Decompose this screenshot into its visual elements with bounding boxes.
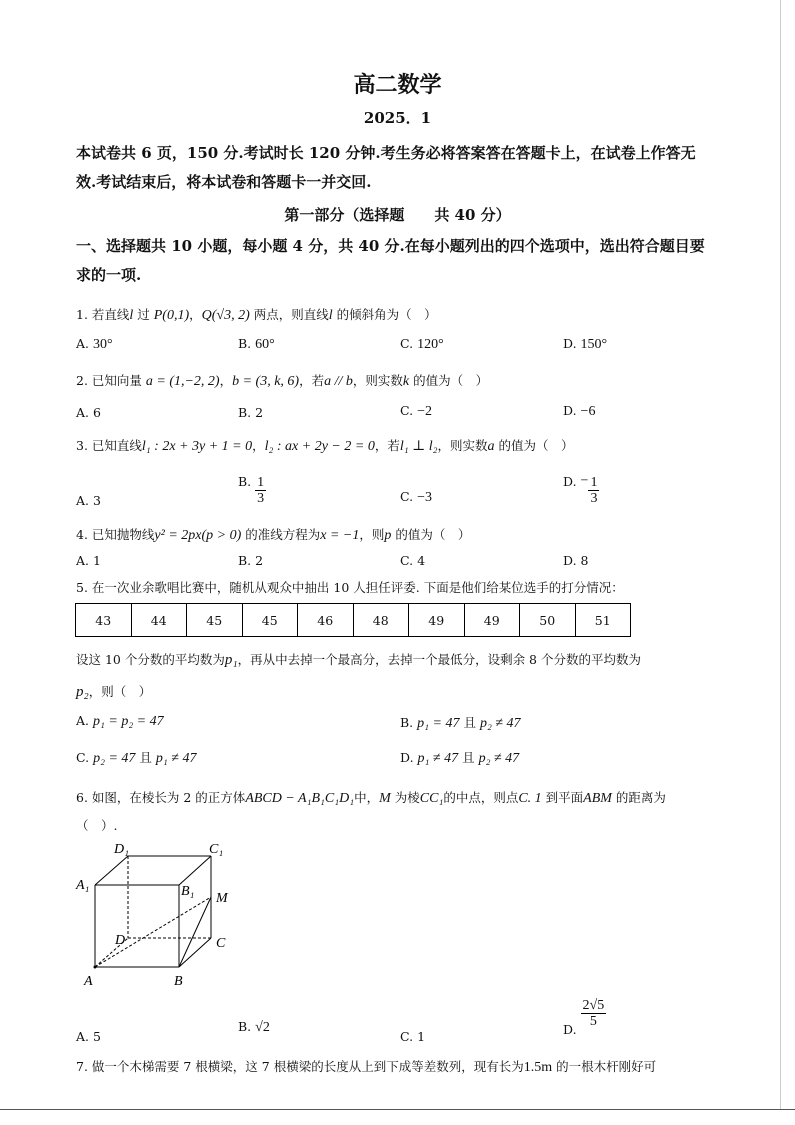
question-4-stem: 4. 已知抛物线y² = 2px(p > 0) 的准线方程为x = −1，则p 的值为（ ） [76,527,471,543]
score-cell: 45 [242,604,298,637]
page-right-border [780,0,781,1109]
question-1-stem: 1. 若直线l 过 P(0,1)，Q(√3, 2) 两点，则直线l 的倾斜角为（ ） [76,307,437,323]
q5-option-d: D. p₁ ≠ 47 且 p₂ ≠ 47 [400,750,520,766]
q4-option-d: D. 8 [563,553,589,568]
question-7-stem: 7. 做一个木梯需要 7 根横梁，这 7 根横梁的长度从上到下成等差数列，现有长为1.5m 的一根木杆刚好可 [76,1059,657,1075]
scores-row [76,604,631,637]
score-cell: 45 [187,604,243,637]
q6-option-a: A. 5 [76,1029,101,1044]
label-c: C [216,936,226,951]
q3-option-d: D. − $\frac{1}{3}$ [563,473,598,506]
label-m: M [216,891,228,906]
question-3-stem: 3. 已知直线l₁ : 2x + 3y + 1 = 0，l₂ : ax + 2y − 2 = 0，若l₁ ⊥ l₂，则实数a 的值为（ ） [76,438,574,454]
score-cell: 44 [131,604,187,637]
label-b1: B₁ [181,884,195,899]
edge-b-c [179,938,211,967]
q1-option-b: B. 60° [238,336,275,352]
edge-a1-d1 [95,856,128,885]
score-cell: 49 [464,604,520,637]
q2-option-b: B. 2 [238,405,264,420]
q3-option-b: B. $\frac{1}{3}$ [238,474,265,506]
segment-b-m [179,897,211,967]
q2-option-d: D. −6 [563,403,596,419]
q6-option-b: B. √2 [238,1019,270,1035]
q1-option-a: A. 30° [76,336,113,352]
exam-date: 2025．1 [363,109,432,127]
intro-line-2: 效.考试结束后，将本试卷和答题卡一并交回. [76,173,372,191]
question-5-text-1: 设这 10 个分数的平均数为p₁，再从中去掉一个最高分，去掉一个最低分，设剩余 8 个分数的平均数为 [76,652,641,668]
section-one-line-1: 一、选择题共 10 小题，每小题 4 分，共 40 分.在每小题列出的四个选项中，选出符合题目要 [76,237,705,255]
question-5-text-2: p₂，则（ ） [76,684,152,700]
page-title: 高二数学 [353,72,442,98]
q4-option-b: B. 2 [238,553,264,568]
q1-option-c: C. 120° [400,336,444,352]
scores-table [75,603,631,637]
q6-option-d: D. $\frac{2√5}{5}$ [563,998,605,1037]
label-d1: D₁ [114,842,129,857]
point-a [94,966,97,969]
page-bottom-border [0,1109,795,1110]
hidden-segment-a-m [95,897,211,967]
label-c1: C₁ [209,842,224,857]
q6-option-c: C. 1 [400,1029,426,1044]
intro-line-1: 本试卷共 6 页，150 分.考试时长 120 分钟.考生务必将答案答在答题卡上，在试卷上作答无 [76,144,696,162]
question-2-stem: 2. 已知向量 a = (1,−2, 2)，b = (3, k, 6)，若a // b，则实数k 的值为（ ） [76,373,489,389]
part-one-heading: 第一部分（选择题 共 40 分） [284,206,511,224]
q3-option-c: C. −3 [400,489,432,505]
score-cell: 51 [575,604,631,637]
q4-option-c: C. 4 [400,553,426,568]
label-a1: A₁ [76,878,90,893]
q1-option-d: D. 150° [563,336,608,352]
score-cell: 49 [409,604,465,637]
label-a: A [84,974,93,989]
score-cell: 48 [353,604,409,637]
score-cell: 46 [298,604,354,637]
q5-option-c: C. p₂ = 47 且 p₁ ≠ 47 [76,750,197,766]
q5-option-a: A. p₁ = p₂ = 47 [76,713,164,729]
question-5-stem: 5. 在一次业余歌唱比赛中，随机从观众中抽出 10 人担任评委. 下面是他们给某位选手的打分情况： [76,580,624,595]
q2-option-c: C. −2 [400,403,432,419]
label-d: D [115,933,126,948]
cube-figure [70,838,240,996]
score-cell: 50 [520,604,576,637]
score-cell: 43 [76,604,132,637]
edge-b1-c1 [179,856,211,885]
q5-option-b: B. p₁ = 47 且 p₂ ≠ 47 [400,715,521,731]
section-one-line-2: 求的一项. [76,266,142,284]
question-6-stem: 6. 如图，在棱长为 2 的正方体ABCD − A₁B₁C₁D₁中，M 为棱CC₁的中点，则点C. 1 到平面ABM 的距离为 [76,790,666,806]
q2-option-a: A. 6 [76,405,101,420]
label-b: B [174,974,183,989]
question-6-stem-2: （ ）. [76,818,118,833]
q4-option-a: A. 1 [76,553,101,568]
q3-option-a: A. 3 [76,493,101,508]
